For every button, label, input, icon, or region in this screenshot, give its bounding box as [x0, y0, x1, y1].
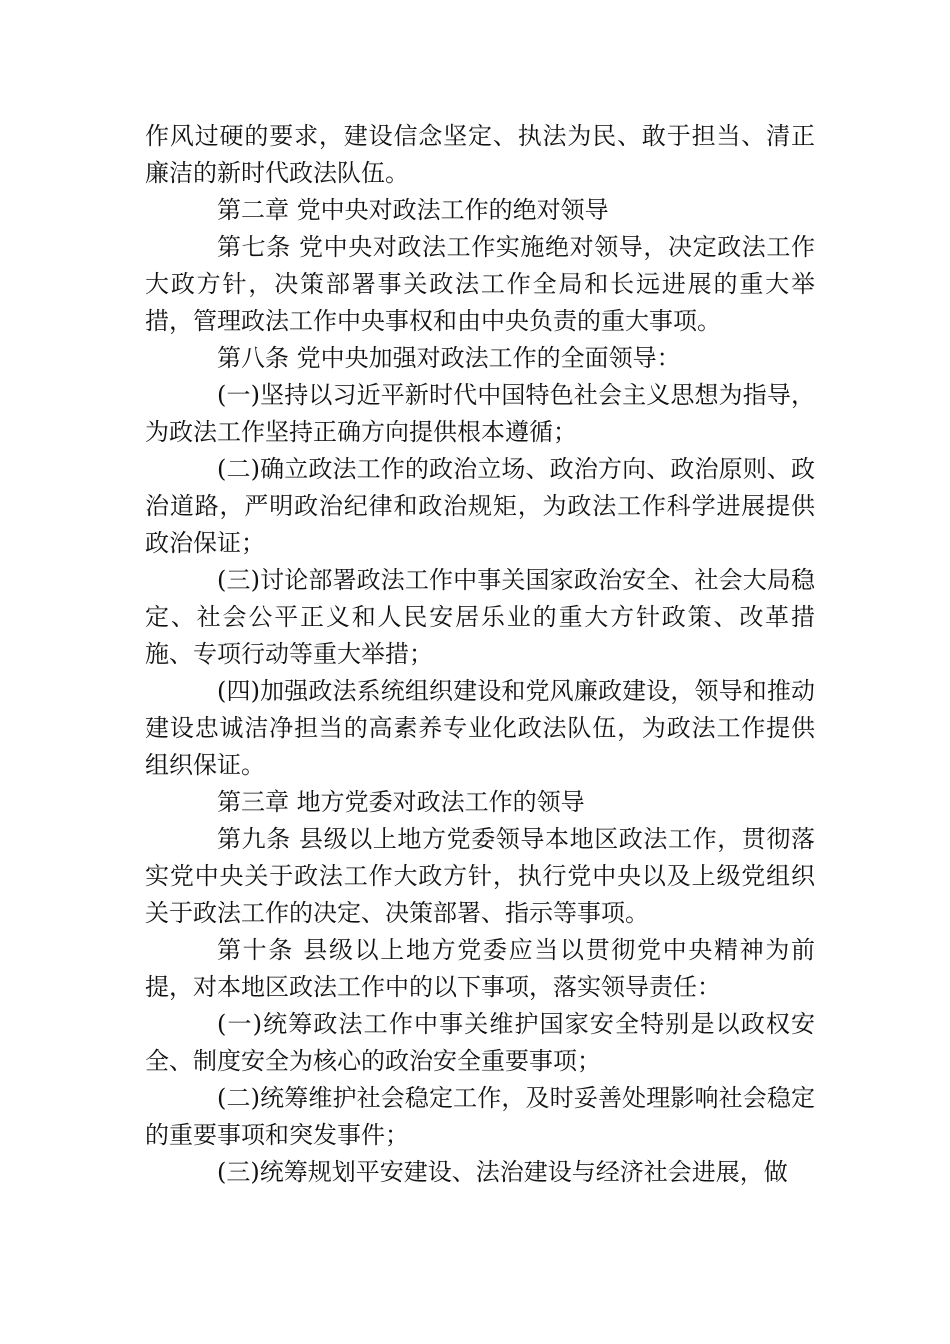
article-paragraph: 第七条 党中央对政法工作实施绝对领导，决定政法工作大政方针，决策部署事关政法工作全局和长远进展的重大举措，管理政法工作中央事权和由中央负责的重大事项。 — [145, 233, 815, 335]
list-item: (二)确立政法工作的政治立场、政治方向、政治原则、政治道路，严明政治纪律和政治规矩，为政法工作科学进展提供政治保证； — [145, 455, 815, 557]
list-item: (三)讨论部署政法工作中事关国家政治安全、社会大局稳定、社会公平正义和人民安居乐业的重大方针政策、改革措施、专项行动等重大举措； — [145, 566, 815, 668]
list-item: (二)统筹维护社会稳定工作，及时妥善处理影响社会稳定的重要事项和突发事件； — [145, 1084, 815, 1149]
article-paragraph: 第九条 县级以上地方党委领导本地区政法工作，贯彻落实党中央关于政法工作大政方针，执行党中央以及上级党组织关于政法工作的决定、决策部署、指示等事项。 — [145, 825, 815, 927]
list-item: (一)统筹政法工作中事关维护国家安全特别是以政权安全、制度安全为核心的政治安全重要事项； — [145, 1010, 815, 1075]
article-paragraph: 第八条 党中央加强对政法工作的全面领导： — [217, 344, 681, 372]
article-paragraph: 第十条 县级以上地方党委应当以贯彻党中央精神为前提，对本地区政法工作中的以下事项，落实领导责任： — [145, 936, 815, 1001]
chapter-heading: 第二章 党中央对政法工作的绝对领导 — [217, 196, 609, 224]
list-item: (三)统筹规划平安建设、法治建设与经济社会进展，做 — [217, 1158, 788, 1186]
paragraph: 作风过硬的要求，建设信念坚定、执法为民、敢于担当、清正廉洁的新时代政法队伍。 — [145, 122, 815, 187]
document-body — [145, 118, 815, 1191]
chapter-heading: 第三章 地方党委对政法工作的领导 — [217, 788, 585, 816]
list-item: (一)坚持以习近平新时代中国特色社会主义思想为指导，为政法工作坚持正确方向提供根本遵循； — [145, 381, 815, 446]
list-item: (四)加强政法系统组织建设和党风廉政建设，领导和推动建设忠诚洁净担当的高素养专业化政法队伍，为政法工作提供组织保证。 — [145, 677, 815, 779]
